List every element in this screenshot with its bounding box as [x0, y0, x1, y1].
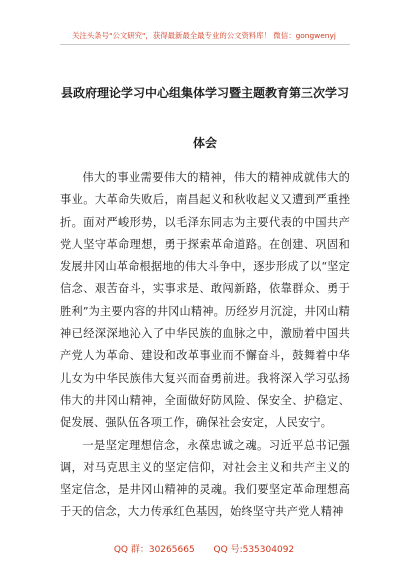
paragraph-2: 一是坚定理想信念，永葆忠诚之魂。习近平总书记强调，对马克思主义的坚定信仰，对社会主义和共产主义的坚定信念，是井冈山精神的灵魂。我们要坚定革命理想高于天的信念，大力传承红色基因，始终坚守共产党人精神	[60, 438, 350, 519]
document-body	[60, 167, 350, 524]
header-divider	[60, 44, 350, 45]
header-note: 关注头条号"公文研究"，获得最新最全最专业的公文资料库！ 微信：gongwenyj	[72, 31, 336, 40]
document-title: 县政府理论学习中心组集体学习暨主题教育第三次学习体会	[60, 86, 349, 150]
footer	[0, 542, 408, 555]
footer-qq-group: QQ 群：30265665	[113, 545, 195, 555]
paragraph-1: 伟大的事业需要伟大的精神，伟大的精神成就伟大的事业。大革命失败后，南昌起义和秋收起义又遭到严重挫折。面对严峻形势，以毛泽东同志为主要代表的中国共产党人坚守革命理想，勇于探索革命道路。在创建、巩固和发展井冈山革命根据地的伟大斗争中，逐步形成了以“坚定信念、艰苦奋斗，实事求是、敢闯新路，依靠群众、勇于胜利”为主要内容的井冈山精神。历经岁月沉淀，井冈山精神已经深深地沁入了中华民族的血脉之中，激励着中国共产党人为革命、建设和改革事业而不懈奋斗，鼓舞着中华儿女为中华民族伟大复兴而奋勇前进。我将深入学习弘扬伟大的井冈山精神，全面做好防风险、保安全、护稳定、促发展、强队伍各项工作，确保社会安定，人民安宁。	[60, 171, 350, 430]
footer-qq-number: QQ 号:535304092	[213, 545, 295, 555]
